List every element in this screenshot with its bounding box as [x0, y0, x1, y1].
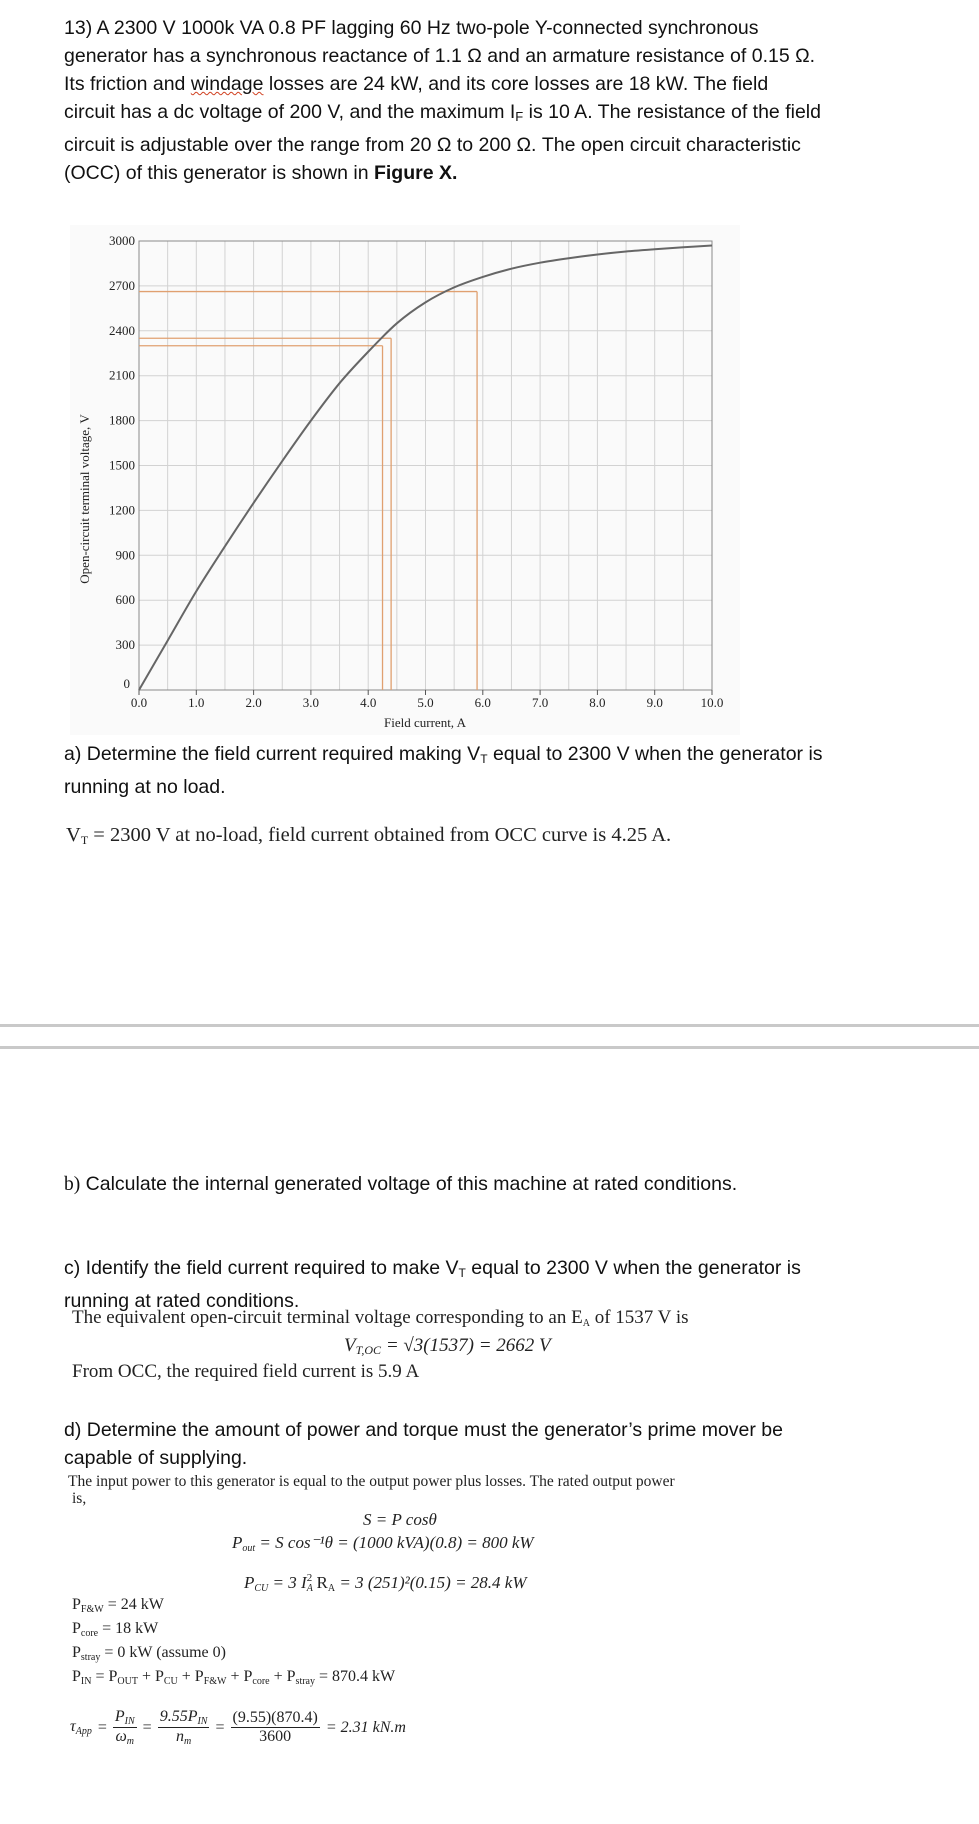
y-tick-label: 0: [123, 676, 130, 691]
problem-line: Its friction and windage losses are 24 kW, and its core losses are 18 kW. The field: [64, 73, 769, 95]
x-tick-label: 8.0: [589, 695, 606, 710]
y-tick-label: 2100: [109, 367, 135, 383]
x-tick-label: 3.0: [302, 695, 320, 710]
x-tick-label: 6.0: [474, 695, 491, 710]
y-tick-label: 3000: [109, 233, 135, 248]
loss-item: Pstray = 0 kW (assume 0): [72, 1644, 226, 1663]
loss-item: Pcore = 18 kW: [72, 1620, 159, 1639]
problem-line: (OCC) of this generator is shown in Figure X.: [64, 162, 458, 184]
equation-pout: Pout = S cos⁻¹θ = (1000 kVA)(0.8) = 800 kW: [232, 1533, 534, 1554]
y-tick-label: 300: [115, 637, 135, 653]
y-tick-label: 900: [115, 547, 135, 563]
x-tick-label: 4.0: [360, 695, 377, 710]
problem-line: circuit has a dc voltage of 200 V, and the maximum $I_F$ is 10 A. The resistance of the field: [64, 101, 821, 124]
part-a-question: a) Determine the field current required making $V_T$ equal to 2300 V when the generator is running at no load.: [64, 743, 823, 798]
loss-item: PF&W = 24 kW: [72, 1596, 164, 1615]
losses-list: [72, 1595, 395, 1691]
equation-s: S = P cosθ: [363, 1510, 437, 1529]
part-b-question: b) Calculate the internal generated voltage of this machine at rated conditions.: [64, 1173, 738, 1195]
problem-line: circuit is adjustable over the range from 20 Ω to 200 Ω. The open circuit characteristic: [64, 134, 801, 156]
y-tick-label: 1200: [109, 502, 135, 518]
x-tick-label: 1.0: [188, 695, 205, 710]
y-tick-label: 1500: [109, 457, 135, 473]
x-tick-label: 0.0: [130, 695, 148, 710]
y-axis-label: Open-circuit terminal voltage, V: [77, 414, 92, 584]
x-tick-label: 9.0: [646, 695, 663, 710]
spellcheck-word: windage: [190, 73, 264, 95]
x-axis-label: Field current, A: [384, 715, 466, 730]
x-tick-label: 2.0: [245, 695, 262, 710]
x-tick-label: 5.0: [417, 695, 434, 710]
fraction: $\frac{(9.55)(870.4)}{3600}$: [232, 1709, 318, 1745]
y-tick-label: 2400: [109, 322, 135, 338]
page-separator: [0, 1024, 979, 1027]
torque-equation: τApp = $\frac{\text{PIN}}{\omega m}$ = $\frac{\text{9.55PIN}}{nm}$ = $\frac{(9.55)(870.4)}{3600}$ = 2.31 kN.m: [70, 1708, 406, 1747]
part-a-answer: $V_T = 2300$ V at no-load, field current obtained from OCC curve is 4.25 A.: [66, 824, 672, 847]
part-c-answer-line: The equivalent open-circuit terminal voltage corresponding to an EA of 1537 V is: [72, 1307, 689, 1329]
equation-pcu: PCU = 3 $IA^2$ RA = 3 (251)²(0.15) = 28.4 kW: [244, 1572, 527, 1594]
page-separator: [0, 1046, 979, 1049]
figure-reference: Figure X.: [373, 162, 458, 184]
y-tick-label: 1800: [109, 412, 135, 428]
y-tick-label: 2700: [109, 277, 135, 293]
chart-background: [70, 225, 740, 735]
part-d-question: d) Determine the amount of power and torque must the generator’s prime mover be capable of supplying.: [64, 1419, 783, 1469]
fraction: $\frac{\text{PIN}}{\omega m}$: [114, 1708, 135, 1747]
problem-statement: [64, 14, 904, 187]
part-c-equation: $V_{T,OC} = √3(1537) = 2662$ V: [344, 1335, 551, 1357]
fraction: $\frac{\text{9.55PIN}}{nm}$: [159, 1708, 208, 1747]
problem-line: generator has a synchronous reactance of 1.1 Ω and an armature resistance of 0.15 Ω.: [64, 45, 816, 67]
pin-equation: PIN = POUT + PCU + PF&W + Pcore + Pstray = 870.4 kW: [72, 1668, 396, 1687]
occ-chart: [70, 225, 740, 735]
x-tick-label: 10.0: [700, 695, 724, 710]
part-c-answer-line: From OCC, the required field current is 5.9 A: [72, 1361, 420, 1382]
y-tick-label: 600: [115, 592, 135, 608]
part-c-question: c) Identify the field current required to make $V_T$ equal to 2300 V when the generator is running at rated conditions.: [64, 1257, 801, 1312]
part-d-intro: The input power to this generator is equal to the output power plus losses. The rated output power is,: [68, 1473, 675, 1507]
problem-line: 13) A 2300 V 1000k VA 0.8 PF lagging 60 Hz two-pole Y-connected synchronous: [64, 17, 759, 39]
x-tick-label: 7.0: [531, 695, 549, 710]
